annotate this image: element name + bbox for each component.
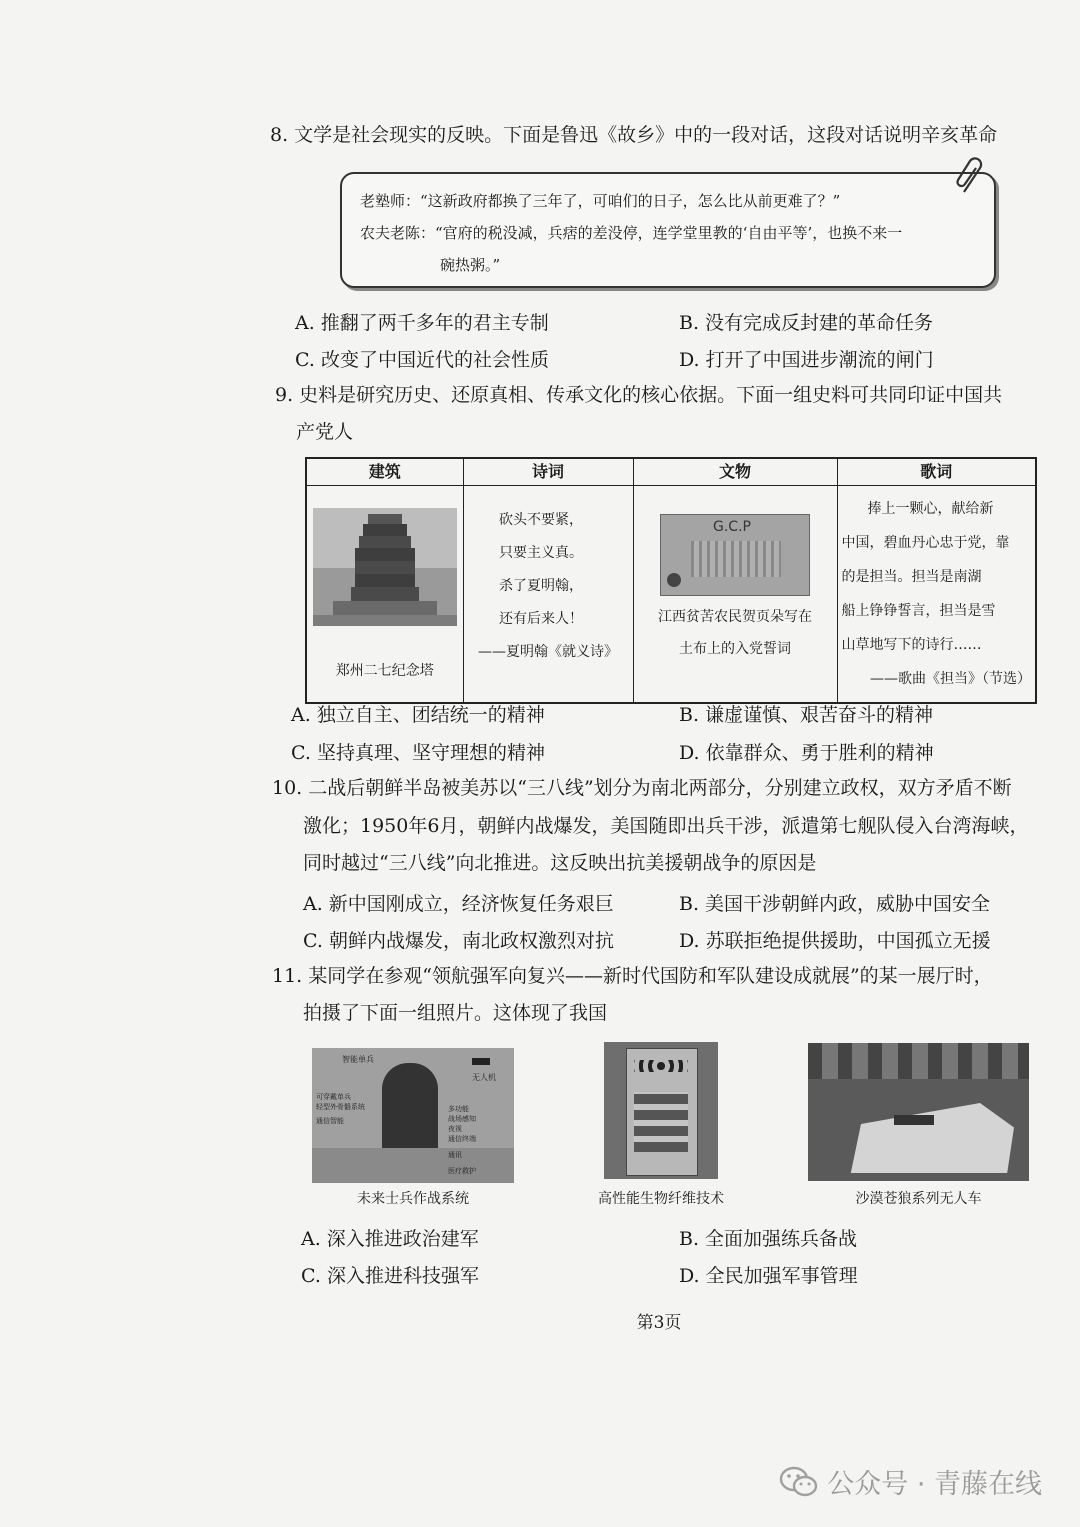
poem-line: 还有后来人！: [499, 611, 583, 627]
lyric-line: 中国，碧血丹心忠于党，靠: [841, 535, 1010, 551]
photo-label: 通信智能: [316, 1117, 344, 1125]
cell-poem: [463, 486, 633, 704]
photo-label: 无人机: [472, 1073, 496, 1082]
lyric-line: 山草地写下的诗行……: [841, 637, 982, 653]
photo-label: 通讯: [448, 1151, 462, 1159]
q9-stem: 9. 史料是研究历史、还原真相、传承文化的核心依据。下面一组史料可共同印证中国共: [275, 384, 1003, 406]
lyric-line: 捧上一颗心，献给新: [867, 501, 994, 517]
soldier-system-photo: [312, 1048, 514, 1183]
q10-option-c[interactable]: C. 朝鲜内战爆发，南北政权激烈对抗: [303, 930, 614, 952]
photo-label: 可穿戴单兵: [316, 1093, 351, 1101]
q11-option-c[interactable]: C. 深入推进科技强军: [301, 1265, 479, 1287]
header-lyrics: 歌词: [837, 458, 1036, 486]
photo-caption: 高性能生物纤维技术: [598, 1191, 724, 1207]
dialog-line: 农夫老陈：“官府的税没减，兵痞的差没停，连学堂里教的‘自由平等’，也换不来一: [360, 224, 903, 242]
poem-line: 只要主义真。: [499, 545, 583, 561]
q10-stem: 同时越过“三八线”向北推进。这反映出抗美援朝战争的原因是: [303, 852, 817, 874]
building-caption: 郑州二七纪念塔: [335, 663, 434, 679]
page-number: 第3页: [636, 1313, 682, 1333]
q8-option-b[interactable]: B. 没有完成反封建的革命任务: [679, 312, 934, 334]
photo-caption: 沙漠苍狼系列无人车: [855, 1191, 982, 1207]
q10-option-d[interactable]: D. 苏联拒绝提供援助，中国孤立无援: [679, 930, 991, 952]
watermark-text: 公众号 · 青藤在线: [827, 1469, 1042, 1500]
dialog-line: 碗热粥。”: [440, 256, 501, 274]
relic-caption: 江西贫苦农民贺页朵写在: [658, 609, 812, 625]
q9-stem-cont: 产党人: [296, 421, 354, 443]
wechat-icon: [779, 1465, 819, 1499]
fiber-tech-photo: [604, 1042, 718, 1179]
header-poem: 诗词: [463, 458, 633, 486]
source-table: [305, 457, 1037, 704]
q10-stem: 10. 二战后朝鲜半岛被美苏以“三八线”划分为南北两部分，分别建立政权，双方矛盾不断: [272, 777, 1012, 799]
photo-label: 多功能: [448, 1105, 469, 1113]
poem-line: 杀了夏明翰，: [499, 578, 583, 594]
watermark: [779, 1462, 1042, 1501]
header-building: 建筑: [306, 458, 463, 486]
photo-label: 智能单兵: [342, 1055, 374, 1064]
paperclip-icon: [954, 156, 988, 196]
cell-relic: [633, 486, 837, 704]
cell-lyrics: [837, 486, 1036, 704]
q8-stem: 8. 文学是社会现实的反映。下面是鲁迅《故乡》中的一段对话，这段对话说明辛亥革命: [270, 124, 998, 146]
q10-stem: 激化；1950年6月，朝鲜内战爆发，美国随即出兵干涉，派遣第七舰队侵入台湾海峡，: [303, 815, 1029, 837]
q11-option-d[interactable]: D. 全民加强军事管理: [679, 1265, 858, 1287]
photo-label: 战场感知: [448, 1115, 476, 1123]
lyric-attribution: ——歌曲《担当》（节选）: [870, 671, 1031, 687]
q8-option-d[interactable]: D. 打开了中国进步潮流的闸门: [679, 349, 934, 371]
relic-caption: 土布上的入党誓词: [679, 641, 791, 657]
lyric-line: 船上铮铮誓言，担当是雪: [841, 603, 996, 619]
photo-label: 通信终端: [448, 1135, 476, 1143]
photo-caption: 未来士兵作战系统: [357, 1191, 469, 1207]
lyric-line: 的是担当。担当是南湖: [841, 569, 982, 585]
header-relic: 文物: [633, 458, 837, 486]
q8-option-c[interactable]: C. 改变了中国近代的社会性质: [295, 349, 549, 371]
cell-building: [306, 486, 463, 704]
q11-option-b[interactable]: B. 全面加强练兵备战: [679, 1228, 858, 1250]
photo-label: 轻型外骨骼系统: [316, 1103, 365, 1111]
photo-label: 夜视: [448, 1125, 462, 1133]
relic-image: [660, 514, 810, 596]
q8-option-a[interactable]: A. 推翻了两千多年的君主专制: [295, 312, 549, 334]
q11-stem: 拍摄了下面一组照片。这体现了我国: [303, 1002, 608, 1024]
q9-option-c[interactable]: C. 坚持真理、坚守理想的精神: [291, 742, 545, 764]
q9-option-d[interactable]: D. 依靠群众、勇于胜利的精神: [679, 742, 934, 764]
unmanned-vehicle-photo: [808, 1043, 1029, 1181]
q10-option-b[interactable]: B. 美国干涉朝鲜内政，威胁中国安全: [679, 893, 991, 915]
q11-stem: 11. 某同学在参观“领航强军向复兴——新时代国防和军队建设成就展”的某一展厅时，: [272, 965, 993, 987]
photo-label: 医疗救护: [448, 1167, 476, 1175]
poem-attribution: ——夏明翰《就义诗》: [478, 644, 618, 660]
q9-option-b[interactable]: B. 谦虚谨慎、艰苦奋斗的精神: [679, 704, 934, 726]
q11-option-a[interactable]: A. 深入推进政治建军: [301, 1228, 479, 1250]
tower-image: [313, 508, 457, 626]
drone-icon: [472, 1058, 490, 1065]
dialog-box: [340, 172, 996, 288]
relic-mark: G.C.P: [713, 519, 751, 535]
q10-option-a[interactable]: A. 新中国刚成立，经济恢复任务艰巨: [303, 893, 614, 915]
q9-option-a[interactable]: A. 独立自主、团结统一的精神: [291, 704, 545, 726]
dialog-line: 老塾师：“这新政府都换了三年了，可咱们的日子，怎么比从前更难了？”: [360, 192, 841, 210]
poem-line: 砍头不要紧，: [499, 512, 583, 528]
